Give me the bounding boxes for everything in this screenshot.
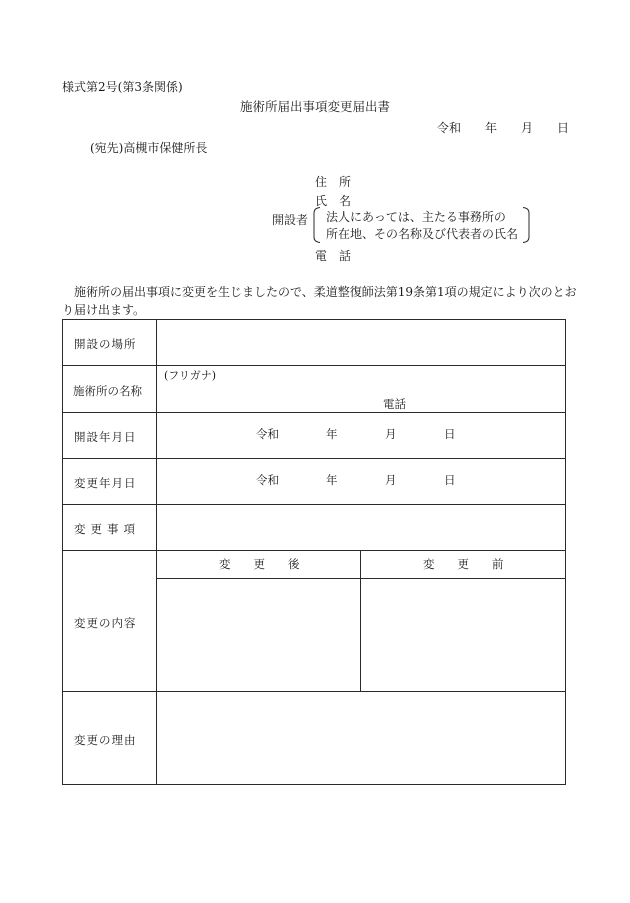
change-after-header: 変 更 後 (219, 557, 300, 571)
table-border-right (565, 319, 566, 785)
label-open-date: 開設年月日 (74, 430, 137, 444)
open-date-day: 日 (444, 427, 456, 441)
applicant-address-label: 住 所 (315, 175, 352, 189)
open-date-month: 月 (385, 427, 397, 441)
applicant-name-label: 氏 名 (315, 194, 352, 208)
form-number: 様式第2号(第3条関係) (62, 80, 183, 94)
label-facility-name: 施術所の名称 (73, 384, 142, 398)
change-date-day: 日 (444, 473, 456, 487)
table-border-left (62, 319, 63, 785)
change-item-field[interactable] (157, 505, 565, 550)
label-change-reason: 変更の理由 (74, 733, 137, 747)
right-bracket (522, 207, 531, 243)
facility-phone-label: 電話 (383, 397, 406, 411)
facility-name-field[interactable] (157, 366, 565, 412)
applicant-phone-label: 電 話 (315, 249, 352, 263)
date-day: 日 (557, 121, 570, 135)
label-change-item: 変更事項 (74, 522, 140, 536)
label-location: 開設の場所 (74, 337, 137, 351)
change-after-field[interactable] (157, 579, 360, 691)
statement-line-2: り届け出ます。 (62, 303, 146, 317)
open-date-year: 年 (326, 427, 338, 441)
left-bracket (312, 207, 321, 243)
date-era: 令和 (437, 121, 462, 135)
change-date-month: 月 (385, 473, 397, 487)
form-table (62, 319, 566, 785)
change-date-era: 令和 (256, 473, 279, 487)
addressee: (宛先)高槻市保健所長 (90, 141, 208, 155)
label-change-content: 変更の内容 (74, 616, 137, 630)
statement-line-1: 施術所の届出事項に変更を生じましたので、柔道整復師法第19条第1項の規定により次のとお (74, 285, 577, 299)
change-reason-field[interactable] (157, 692, 565, 784)
applicant-note-line1: 法人にあっては、主たる事務所の (326, 210, 506, 224)
date-month: 月 (521, 121, 534, 135)
furigana-label: (フリガナ) (164, 369, 217, 382)
row-divider (62, 412, 566, 413)
change-before-field[interactable] (361, 579, 565, 691)
change-before-header: 変 更 前 (423, 557, 504, 571)
applicant-note-line2: 所在地、その名称及び代表者の氏名 (326, 227, 519, 241)
change-date-year: 年 (326, 473, 338, 487)
label-change-date: 変更年月日 (74, 476, 137, 490)
row-divider (62, 550, 566, 551)
open-date-era: 令和 (256, 427, 279, 441)
table-border-bottom (62, 784, 566, 785)
document-title: 施術所届出事項変更届出書 (239, 99, 390, 114)
date-year: 年 (485, 121, 498, 135)
row-divider (62, 458, 566, 459)
applicant-label: 開設者 (272, 213, 309, 227)
location-field[interactable] (157, 320, 565, 365)
